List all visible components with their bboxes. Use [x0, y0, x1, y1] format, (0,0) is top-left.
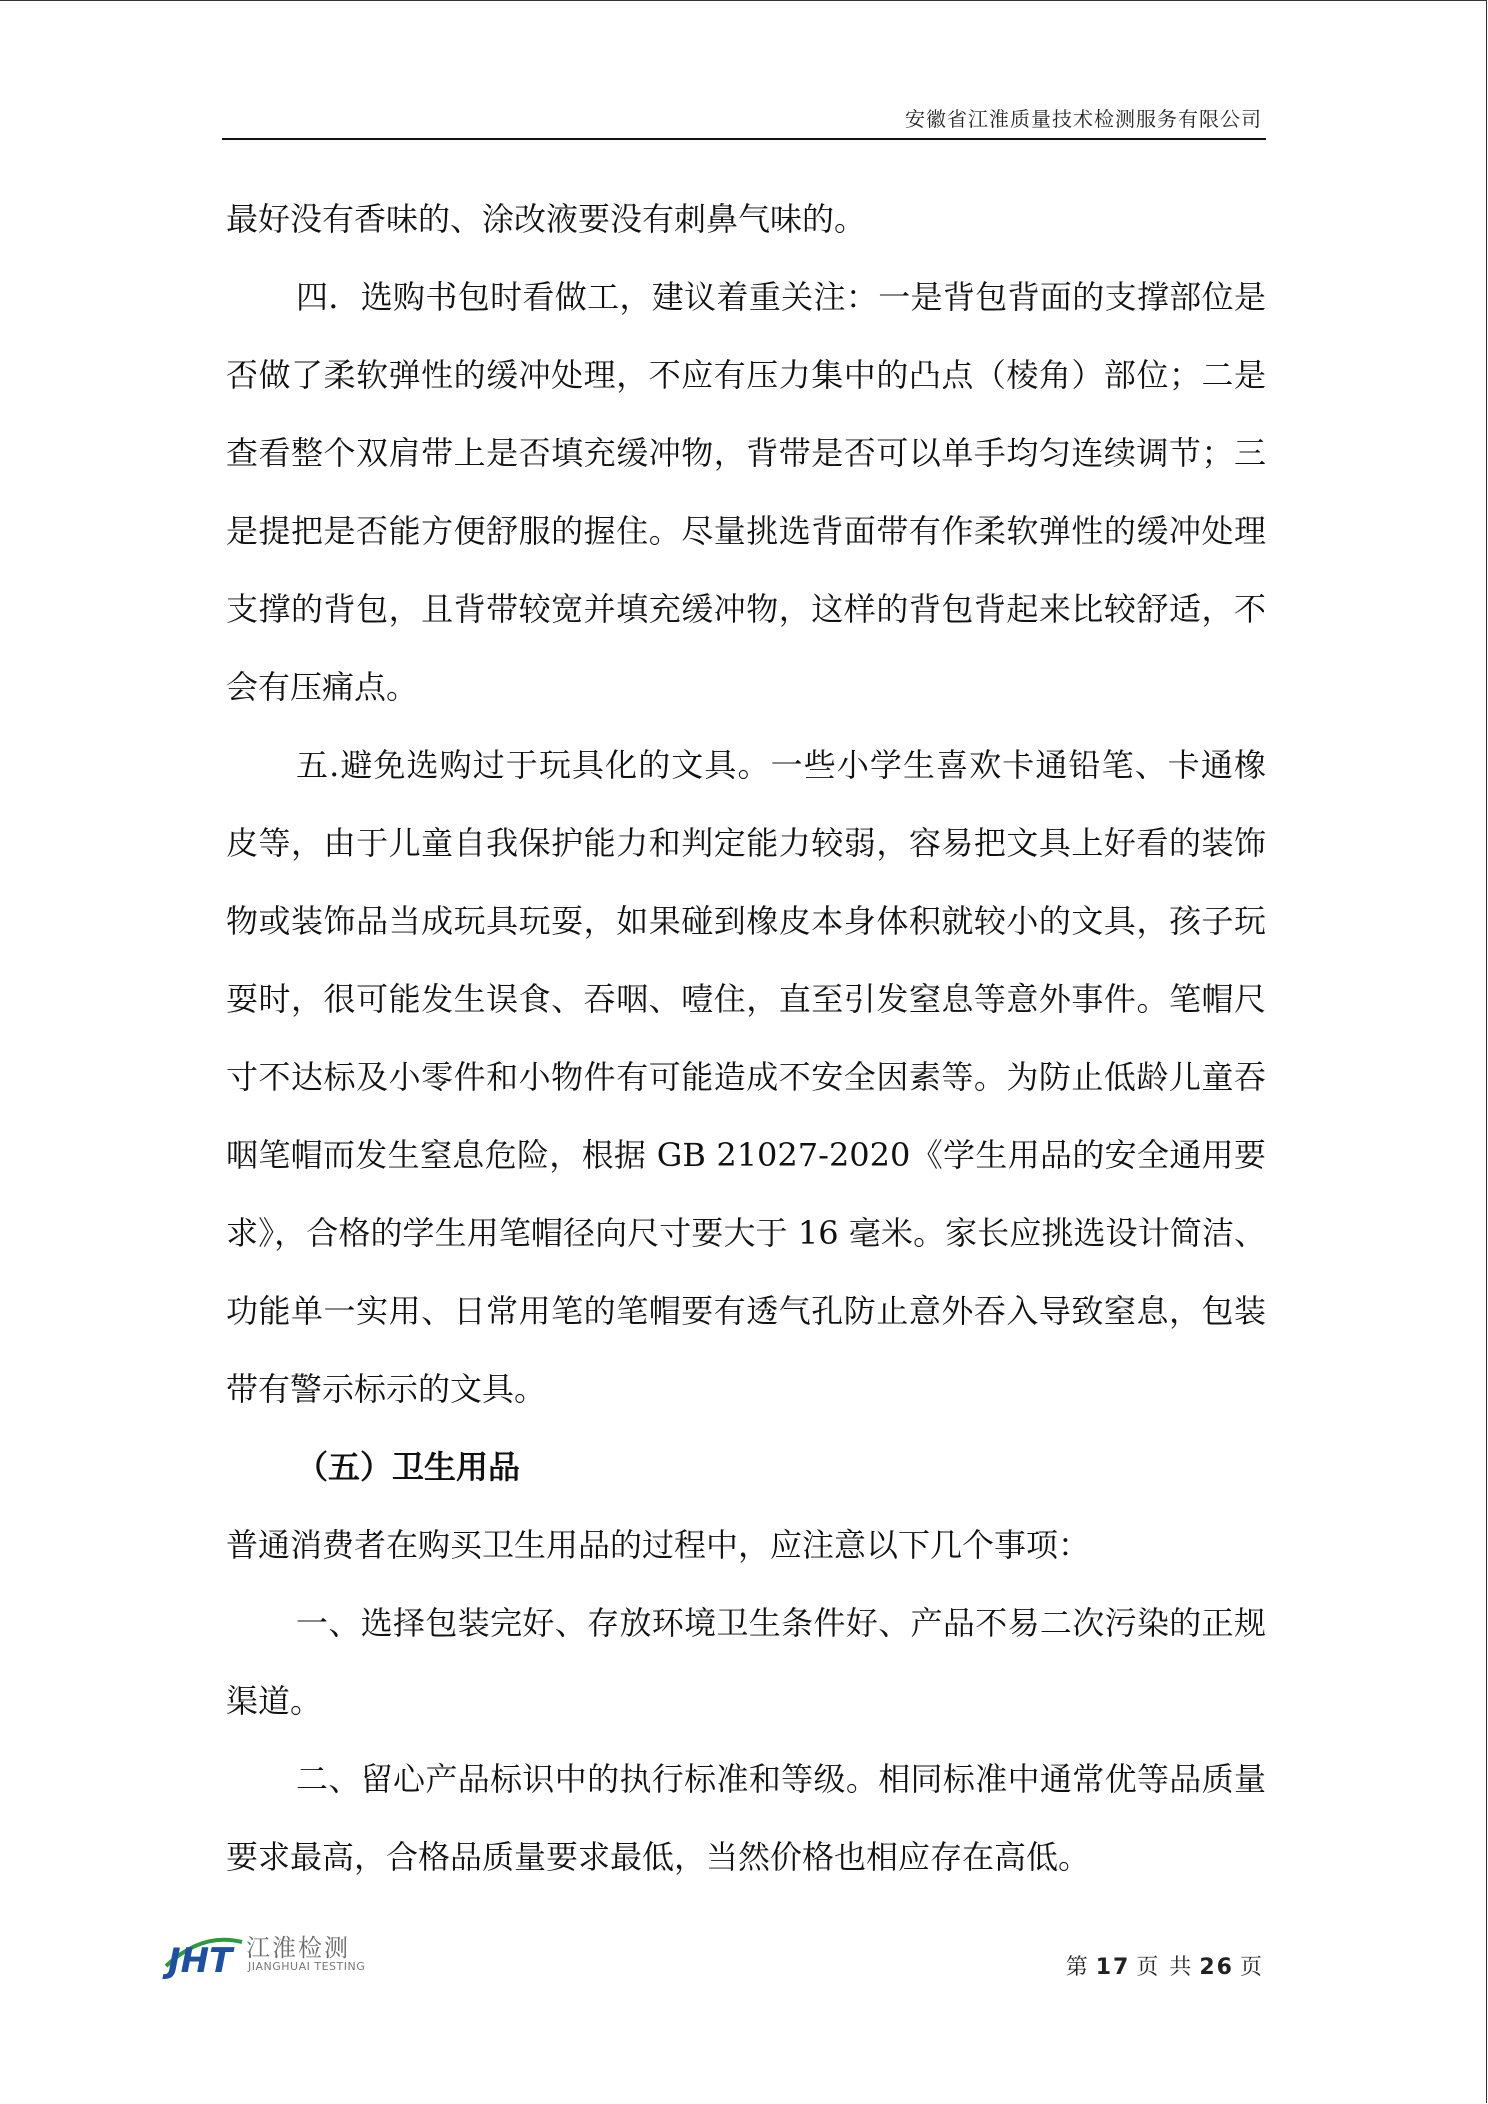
paragraph-toy-stationery: 五.避免选购过于玩具化的文具。一些小学生喜欢卡通铅笔、卡通橡皮等，由于儿童自我保护能力和判定能力较弱，容易把文具上好看的装饰物或装饰品当成玩具玩耍，如果碰到橡皮本身体积就较小的文具，孩子玩耍时，很可能发生误食、吞咽、噎住，直至引发窒息等意外事件。笔帽尺寸不达标及小零件和小物件有可能造成不安全因素等。为防止低龄儿童吞咽笔帽而发生窒息危险，根据 GB 21027-2020《学生用品的安全通用要求》，合格的学生用笔帽径向尺寸要大于 16 毫米。家长应挑选设计简洁、功能单一实用、日常用笔的笔帽要有透气孔防止意外吞入导致窒息，包装带有警示标示的文具。 — [226, 746, 1266, 1408]
paragraph-hygiene-point-1: 一、选择包装完好、存放环境卫生条件好、产品不易二次污染的正规渠道。 — [226, 1604, 1266, 1720]
page-current: 17 — [1095, 1955, 1131, 1980]
section-heading-hygiene-products: （五）卫生用品 — [296, 1448, 521, 1486]
logo-english-text: JIANGHUAI TESTING — [248, 1960, 366, 1973]
page-suffix: 页 — [1239, 1955, 1264, 1980]
logo-chinese-text: 江淮检测 — [246, 1934, 350, 1962]
page-total: 26 — [1199, 1955, 1234, 1980]
page-header — [222, 104, 1266, 140]
company-logo — [162, 1926, 382, 1982]
paragraph-hygiene-intro: 普通消费者在购买卫生用品的过程中，应注意以下几个事项： — [226, 1526, 1091, 1564]
paragraph-hygiene-point-2: 二、留心产品标识中的执行标准和等级。相同标准中通常优等品质量要求最高，合格品质量要求最低，当然价格也相应存在高低。 — [226, 1760, 1266, 1876]
page-middle: 页 共 — [1136, 1955, 1194, 1980]
document-body — [226, 180, 1266, 1896]
page-prefix: 第 — [1065, 1955, 1090, 1980]
paragraph-continuation: 最好没有香味的、涂改液要没有刺鼻气味的。 — [226, 200, 867, 238]
svg-text:JHT: JHT — [168, 1941, 233, 1981]
header-company-name: 安徽省江淮质量技术检测服务有限公司 — [905, 107, 1262, 131]
paragraph-bag-workmanship: 四．选购书包时看做工，建议着重关注：一是背包背面的支撑部位是否做了柔软弹性的缓冲处理，不应有压力集中的凸点（棱角）部位；二是查看整个双肩带上是否填充缓冲物，背带是否可以单手均匀连续调节；三是提把是否能方便舒服的握住。尽量挑选背面带有作柔软弹性的缓冲处理支撑的背包，且背带较宽并填充缓冲物，这样的背包背起来比较舒适，不会有压痛点。 — [226, 278, 1266, 706]
jht-logo-icon — [162, 1926, 246, 1982]
page-number — [1066, 1950, 1264, 1981]
